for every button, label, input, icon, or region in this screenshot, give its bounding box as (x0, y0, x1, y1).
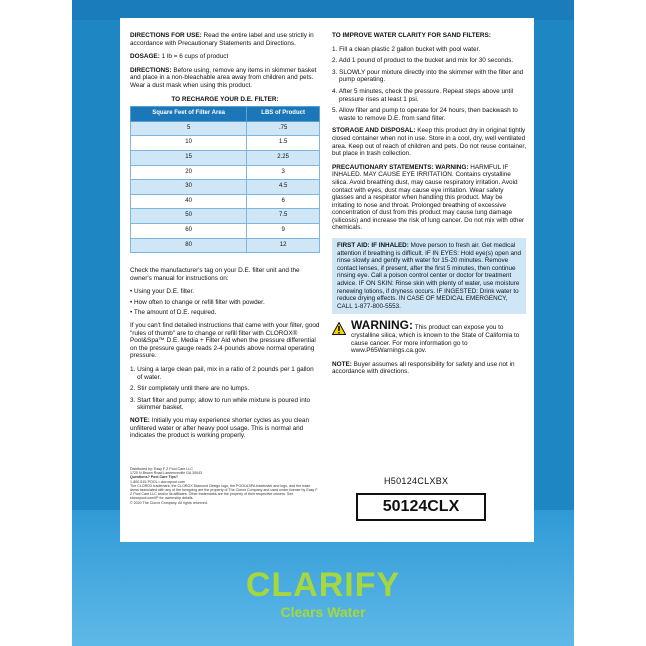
list-item: 1. Using a large clean pail, mix in a ratio of 2 pounds per 1 gallon of water. (130, 366, 314, 381)
table-header-lbs: LBS of Product (247, 107, 320, 122)
legal-address: 1725 N Brown Road Lawrenceville GA 30043 (130, 471, 203, 476)
table-row (131, 209, 320, 224)
legal-phone: 1-800-515-POOL • cloroxpool.com (130, 479, 185, 484)
prop65-warning (332, 318, 526, 355)
check-list (130, 288, 320, 317)
product-code-small: H50124CLXBX (384, 476, 449, 486)
package-panel (72, 0, 574, 646)
left-column (130, 32, 320, 446)
storage-text: Keep this product dry in original tightly closed container when not in use. Store in a cool, dry, well ventilated area. Keep out of reach of children and pets. Do not reuse container, but place in trash collection. (332, 127, 526, 158)
recharge-table (130, 106, 320, 253)
product-code-large: 50124CLX (356, 493, 486, 521)
legal-copyright: © 2020 The Clorox Company. All rights reserved. (130, 500, 208, 505)
list-item: • The amount of D.E. required. (130, 309, 217, 317)
sand-steps (332, 46, 526, 123)
dosage (130, 53, 320, 61)
directions2-label: DIRECTIONS: (130, 66, 172, 74)
brand-subtitle: Clears Water (280, 604, 366, 620)
top-stripe (72, 0, 574, 20)
dosage-label: DOSAGE: (130, 53, 160, 61)
table-row (131, 180, 320, 195)
table-cell: 20 (131, 165, 247, 180)
brand-title: CLARIFY (245, 566, 401, 604)
list-item: 4. After 5 minutes, check the pressure. Repeat steps above until pressure rises at least 1 psi. (332, 87, 514, 103)
warning-text: This product can expose you to crystalline silica, which is known to the State of California to cause cancer. For more information go to www.P65Warnings.ca.gov. (351, 324, 520, 355)
table-row (131, 165, 320, 180)
note-text: Initially you may experience shorter cycles as you clean unfiltered water or after heavy pool usage. This is normal and indicates the product is working properly. (130, 417, 310, 440)
legal-block (130, 467, 320, 505)
table-row (131, 194, 320, 209)
table-header-area: Square Feet of Filter Area (131, 107, 247, 122)
directions-label: DIRECTIONS FOR USE: (130, 32, 202, 39)
directions (130, 67, 320, 90)
firstaid-text: Move person to fresh air. Get medical attention if breathing is difficult. IF IN EYES: Hold eye(s) open and rinse slowly and gently with water for 15-20 minutes. Remove contact lenses, if present, after the first 5 minutes, then continue rinsing eye. Call a poison control center or doctor for treatment advice. IF ON SKIN: Rinse skin with plenty of water, use moisture renewing lotions, if dryness occurs. IF INGESTED: Drink water to reduce drying effects. IN CASE OF MEDICAL EMERGENCY, CALL 1-877-800-5553. (337, 242, 521, 310)
list-item: 5. Allow filter and pump to operate for 24 hours, then backwash to waste to remove D.E. from sand filter. (332, 107, 518, 122)
table-cell: 10 (131, 136, 247, 151)
de-steps (130, 366, 320, 412)
table-cell: 40 (131, 194, 247, 209)
table-row (131, 121, 320, 136)
precaution-text: HARMFUL IF INHALED. MAY CAUSE EYE IRRITATION. Contains crystalline silica. Avoid breathing dust, may cause respiratory irritation. Avoid contact with eyes, dust may cause eye irritation. Wear safety glasses and a respirator when handling this product. May be irritating to nose and throat. Prolonged breathing of excessive concentration of dust from this product may cause lung damage (silicosis) and increase the risk of lung cancer. Do not mix with other chemicals. (332, 163, 525, 232)
directions-text: Read the entire label and use strictly in accordance with Precautionary Statements and Directions. (130, 32, 314, 47)
list-item: 1. Fill a clean plastic 2 gallon bucket with pool water. (332, 45, 481, 53)
list-item: • Using your D.E. filter. (130, 288, 195, 296)
list-item: 3. Start filter and pump; allow to run while mixture is poured into skimmer basket. (130, 396, 311, 412)
table-cell: 5 (131, 121, 247, 136)
table-cell: 9 (247, 223, 320, 238)
note (130, 417, 320, 440)
table-cell: 3 (247, 165, 320, 180)
check-intro: Check the manufacturer's tag on your D.E. filter unit and the owner's manual for instructions on: (130, 267, 300, 282)
note2-text: Buyer assumes all responsibility for safety and use not in accordance with directions. (332, 360, 515, 376)
warning-title: WARNING: (351, 318, 413, 333)
first-aid-box (332, 238, 526, 314)
storage-disposal (332, 127, 526, 157)
table-row (131, 136, 320, 151)
legal-distributed: Distributed by: Easy F Z Pool Care LLC (130, 467, 193, 471)
table-cell: 12 (247, 238, 320, 253)
storage-label: STORAGE AND DISPOSAL: (332, 127, 416, 135)
note2-label: NOTE: (332, 360, 352, 368)
table-cell: 60 (131, 223, 247, 238)
precaution-label: PRECAUTIONARY STATEMENTS: WARNING: (332, 163, 469, 171)
table-cell: .75 (247, 121, 320, 136)
dosage-text: 1 lb = 6 cups of product (161, 53, 229, 61)
right-column (332, 32, 526, 382)
table-cell: 50 (131, 209, 247, 224)
table-cell: 1.5 (247, 136, 320, 151)
instruction-label (120, 18, 534, 542)
note-buyer (332, 361, 526, 376)
firstaid-label: FIRST AID: IF INHALED: (337, 242, 409, 250)
legal-trademark: The CLOROX trademark, the CLOROX Diamond Design logo, the POOL&SPA trademark and logo, and the trade dress associated with any of the foregoing are the property of The Clorox Company and used under license by Easy F Z Pool Care LLC and/or its affiliates. Other trademarks are the property of their respective owners. See cloroxpool.com/IP for ownership details. (130, 483, 318, 501)
table-cell: 30 (131, 180, 247, 195)
list-item: 3. SLOWLY pour mixture directly into the skimmer with the filter and pump operating. (332, 68, 524, 84)
table-cell: 6 (247, 194, 320, 209)
legal-questions: Questions? Pool Care Tips? (130, 475, 179, 480)
list-item: 2. Add 1 pound of product to the bucket and mix for 30 seconds. (332, 57, 514, 65)
warning-triangle-icon (332, 322, 346, 335)
list-item: 2. Stir completely until there are no lumps. (130, 385, 250, 393)
table-cell: 2.25 (247, 150, 320, 165)
rules-of-thumb: If you can't find detailed instructions that came with your filter, good "rules of thumb" are to change or refill filter with CLOROX® Pool&Spa™ D.E. Media + Filter Aid when the pressure differential on the pressure gauge reads 2-4 pounds above normal operating pressure. (130, 322, 320, 360)
table-cell: 4.5 (247, 180, 320, 195)
sand-title: TO IMPROVE WATER CLARITY FOR SAND FILTERS: (332, 32, 491, 39)
directions-for-use (130, 32, 320, 47)
table-cell: 15 (131, 150, 247, 165)
table-row (131, 223, 320, 238)
note-label: NOTE: (130, 417, 150, 424)
table-row (131, 238, 320, 253)
table-cell: 80 (131, 238, 247, 253)
table-row (131, 150, 320, 165)
list-item: • How often to change or refill filter with powder. (130, 298, 265, 306)
table-title: TO RECHARGE YOUR D.E. FILTER: (171, 95, 279, 103)
directions2-text: Before using, remove any items in skimmer basket and place in a non-bleachable area away from children and pets. Wear a dust mask when using this product. (130, 66, 317, 89)
precautionary (332, 164, 526, 232)
table-cell: 7.5 (247, 209, 320, 224)
